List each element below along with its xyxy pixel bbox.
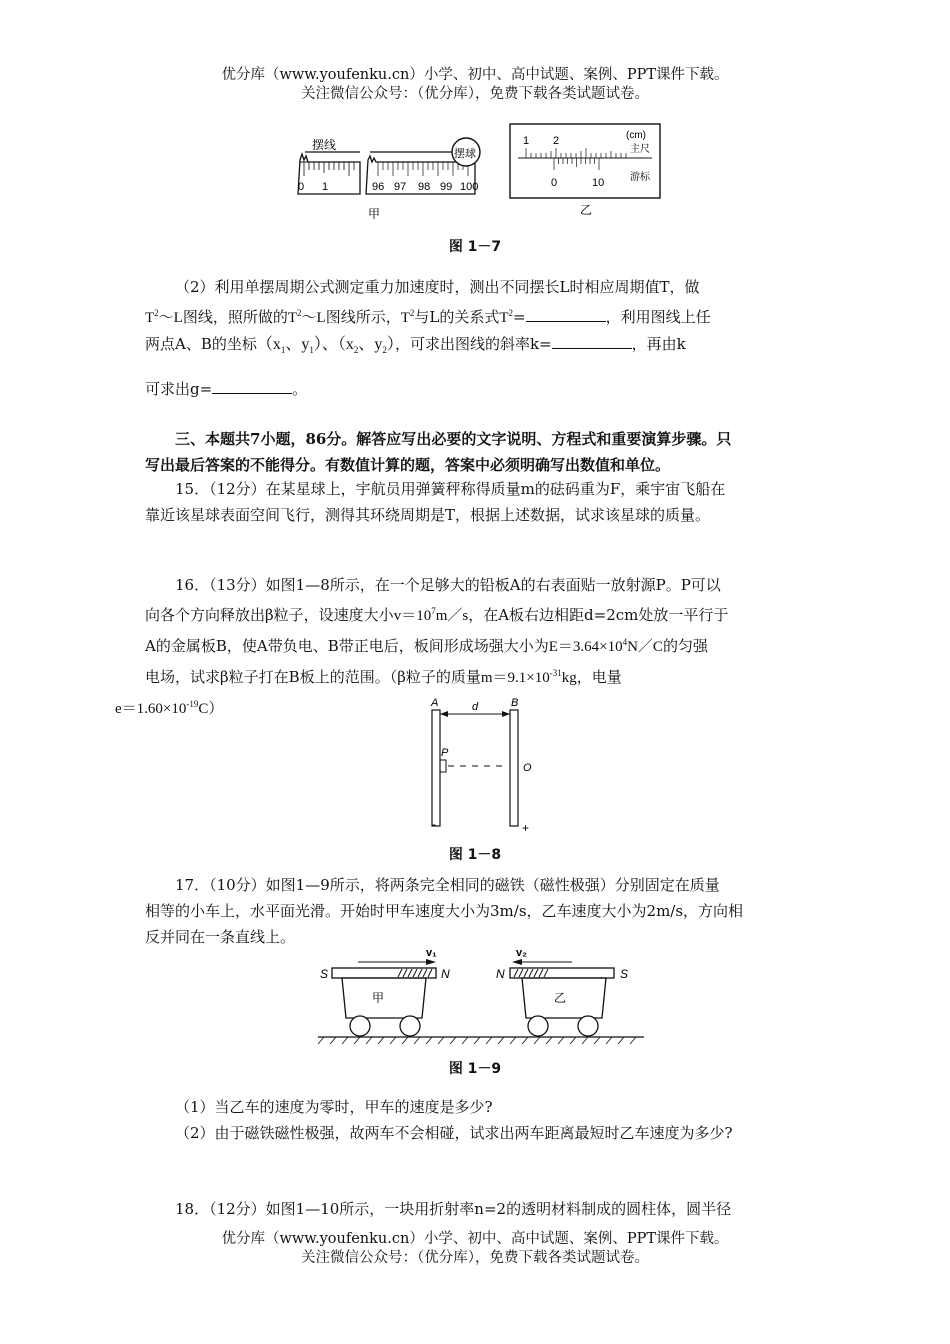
figure-1-9-caption: 图 1－9 [448,1061,502,1077]
source-p-box [440,760,446,772]
caliper-vernier-tick-10: 10 [592,177,605,189]
caliper-tick-2: 2 [553,135,560,147]
page-footer [0,1230,950,1268]
cart2-s: S [620,967,629,981]
label-plate-a: A [431,697,439,709]
question-14-part-2-last: 可求出g= 。 [145,380,308,398]
header-line-2: 关注微信公众号：（优分库），免费下载各类试题试卷。 [301,86,649,102]
section-3-instructions: 三、本题共7小题，86分。解答应写出必要的文字说明、方程式和重要演算步骤。只 写出最后答案的不能得分。有数值计算的题，答案中必须明确写出数值和单位。 [145,430,732,474]
tick-label-97: 97 [394,181,407,193]
label-pendulum-ball: 摆球 [454,148,476,160]
cart1-s: S [320,967,329,981]
tick-label-1: 1 [322,181,329,193]
plate-b [510,710,518,826]
page-header-top [0,66,950,104]
figure-1-7 [290,118,690,226]
label-distance-d: d [472,701,479,713]
figure-1-9 [310,940,650,1052]
question-18: 18．（12分）如图1—10所示，一块用折射率n=2的透明材料制成的圆柱体，圆半径 [175,1200,732,1218]
footer-line-1: 优分库（www.youfenku.cn）小学、初中、高中试题、案例、PPT课件下载。 [221,1231,729,1247]
question-17-subquestions: （1）当乙车的速度为零时，甲车的速度是多少? （2）由于磁铁磁性极强，故两车不会相碰，试求出两车距离最短时乙车速度为多少? [175,1098,733,1142]
label-pendulum-string: 摆线 [312,138,337,152]
caliper-tick-1: 1 [523,135,530,147]
question-16: 16．（13分）如图1—8所示，在一个足够大的铅板A的右表面贴一放射源P。P可以 向各个方向释放出β粒子，设速度大小$v=10^7m/s$，在A板右边相距d=2cm处放一平行于 A的金属板B，使A带负电、B带正电后，板间形成场强大小为$E=3.64\times 10^4N/C$的匀强 电场，试求β粒子打在B板上的范围。（β粒子的质量$m=9.1\times 10^{-31}kg$，电量 $e=1.60\times 10^{-19}C$） [115,576,729,717]
blank-slope-k[interactable] [552,334,632,349]
caliper-vernier-tick-0: 0 [551,177,558,189]
tick-label-96: 96 [372,181,385,193]
cart1-n: N [441,967,450,981]
question-15: 15．（12分）在某星球上，宇航员用弹簧秤称得质量m的砝码重为F，乘宇宙飞船在 靠近该星球表面空间飞行，测得其环绕周期是T，根据上述数据，试求该星球的质量。 [145,480,726,524]
question-17: 17．（10分）如图1—9所示，将两条完全相同的磁铁（磁性极强）分别固定在质量 相等的小车上，水平面光滑。开始时甲车速度大小为3m/s，乙车速度大小为2m/s，方向相 反并同在一条直线上。 [145,876,744,946]
tick-label-100: 100 [460,181,479,193]
vernier-caliper [510,124,660,198]
blank-g[interactable] [212,379,292,394]
plate-a [432,710,440,826]
cart1-v1: v₁ [426,947,437,959]
tick-label-98: 98 [418,181,431,193]
figure-1-8-caption: 图 1－8 [448,847,502,863]
blank-t2-relation[interactable] [526,307,606,322]
label-minus: - [432,817,436,831]
figure-1-8 [410,696,550,836]
label-plate-b: B [511,697,519,709]
caliper-vernier-label: 游标 [630,172,650,183]
cart2-n: N [496,967,505,981]
cart-yi [496,947,628,1036]
pendulum-ruler-left [298,137,360,194]
cart2-v2: v₂ [516,947,528,959]
header-line-1: 优分库（www.youfenku.cn）小学、初中、高中试题、案例、PPT课件下载。 [221,67,729,83]
cart-jia [320,947,450,1036]
label-plus: + [522,821,530,835]
sub-caption-yi: 乙 [580,203,593,217]
footer-line-2: 关注微信公众号：（优分库），免费下载各类试题试卷。 [301,1250,649,1266]
cart2-label: 乙 [554,991,567,1005]
caliper-unit: (cm) [626,130,646,141]
pendulum-ruler-right [366,138,480,194]
tick-label-99: 99 [440,181,453,193]
figure-1-7-caption: 图 1－7 [448,239,502,255]
cart1-label: 甲 [372,991,385,1005]
tick-label-0: 0 [298,181,305,193]
question-14-part-2: （2）利用单摆周期公式测定重力加速度时，测出不同摆长L时相应周期值T，做 $T^2\sim L$图线，照所做的$T^2\sim L$图线所示，$T^2$与L的关系式$T^2=$ ，利用图线上任 两点A、B的坐标（$x_1$、$y_1$）、（$x_2$、$y_2$），可求出图线的斜率k= ，再由k [145,278,711,356]
label-point-o: O [523,762,532,774]
caliper-main-scale: 主尺 [630,144,650,155]
label-source-p: P [441,747,449,759]
sub-caption-jia: 甲 [368,207,381,221]
